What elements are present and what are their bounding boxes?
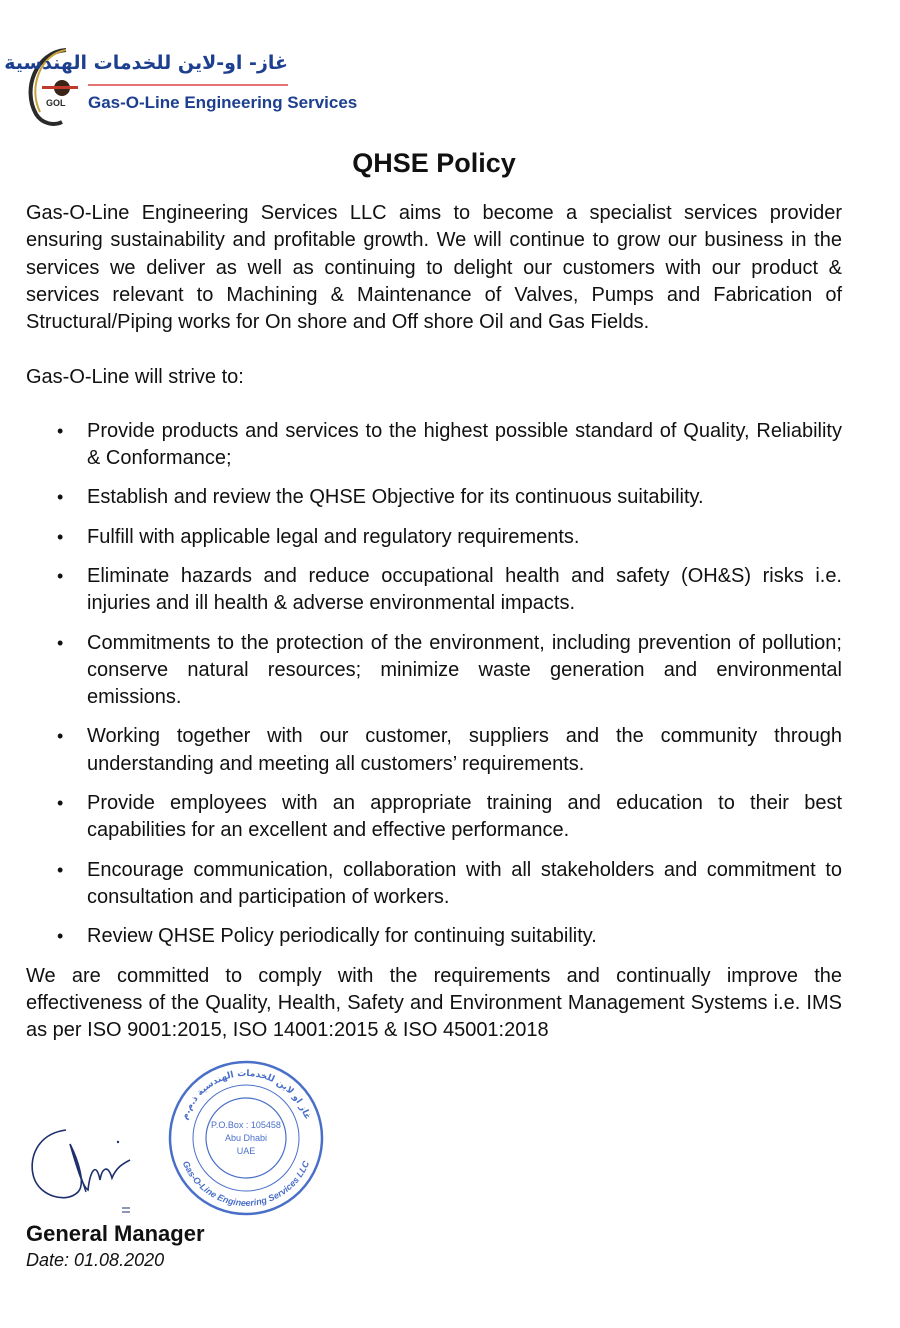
stamp-city: Abu Dhabi	[224, 1133, 268, 1144]
stamp-pobox: P.O.Box : 105458	[211, 1120, 281, 1131]
list-item: • Establish and review the QHSE Objective for its continuous suitability.	[26, 484, 842, 511]
closing-paragraph: We are committed to comply with the requirements and continually improve the effectiveness of the Quality, Health, Safety and Environment Management Systems i.e. IMS as per ISO 9001:2015, ISO 14001:2015 & ISO 45001:2018	[26, 964, 842, 1042]
logo-arabic-text: غاز- او-لاين للخدمات الهندسية	[4, 52, 288, 74]
list-item: • Review QHSE Policy periodically for continuing suitability.	[26, 923, 842, 950]
bullet-icon: •	[57, 793, 64, 814]
bullet-icon: •	[57, 565, 64, 586]
list-item: • Eliminate hazards and reduce occupational health and safety (OH&S) risks i.e. injuries and ill health & adverse environmental impacts.	[57, 564, 842, 615]
logo-english-text: Gas-O-Line Engineering Services	[88, 93, 358, 112]
list-item: • Provide products and services to the highest possible standard of Quality, Reliability & Conformance;	[57, 419, 842, 470]
company-stamp-icon	[168, 1060, 324, 1216]
stamp-country: UAE	[236, 1146, 256, 1157]
signature-area	[26, 1060, 326, 1220]
stamp-english-ring: Gas-O-Line Engineering Services LLC	[180, 1159, 312, 1209]
bullet-icon: •	[57, 926, 64, 947]
bullet-icon: •	[57, 487, 64, 508]
bullet-icon: •	[57, 526, 64, 547]
page-title: QHSE Policy	[352, 148, 516, 178]
stamp-arabic-ring: غاز او لاين للخدمات الهندسية ذ.م.م	[179, 1069, 313, 1122]
signatory-role: General Manager	[26, 1221, 205, 1247]
logo-mark-letters: GOL	[46, 98, 66, 108]
bullet-icon: •	[57, 859, 64, 880]
list-item: • Provide employees with an appropriate training and education to their best capabilities for an excellent and effective performance.	[57, 792, 842, 842]
list-item: • Fulfill with applicable legal and regulatory requirements.	[26, 524, 842, 551]
company-logo	[4, 44, 358, 132]
signature-icon	[26, 1120, 146, 1215]
bullet-icon: •	[57, 420, 64, 441]
policy-body	[26, 200, 842, 1044]
svg-text:Gas-O-Line Engineering Service	[181, 1159, 312, 1208]
strive-intro: Gas-O-Line will strive to:	[26, 366, 244, 389]
signature-date: Date: 01.08.2020	[26, 1250, 165, 1271]
list-item: • Commitments to the protection of the environment, including prevention of pollution; conserve natural resources; minimize waste generation and environmental emissions.	[57, 631, 842, 709]
bullet-icon: •	[57, 632, 64, 653]
commitments-list	[26, 418, 842, 951]
intro-paragraph: Gas-O-Line Engineering Services LLC aims to become a specialist services provider ensuring sustainability and profitable growth. We will continue to grow our business in the services we deliver as well as continuing to delight our customers with our product & services relevant to Machining & Maintenance of Valves, Pumps and Fabrication of Structural/Piping works for On shore and Off shore Oil and Gas Fields.	[26, 202, 842, 334]
bullet-icon: •	[57, 726, 64, 747]
list-item: • Working together with our customer, suppliers and the community through understanding and meeting all customers’ requirements.	[57, 725, 842, 775]
list-item: • Encourage communication, collaboration with all stakeholders and commitment to consultation and participation of workers.	[57, 858, 842, 908]
logo-divider	[88, 84, 288, 86]
